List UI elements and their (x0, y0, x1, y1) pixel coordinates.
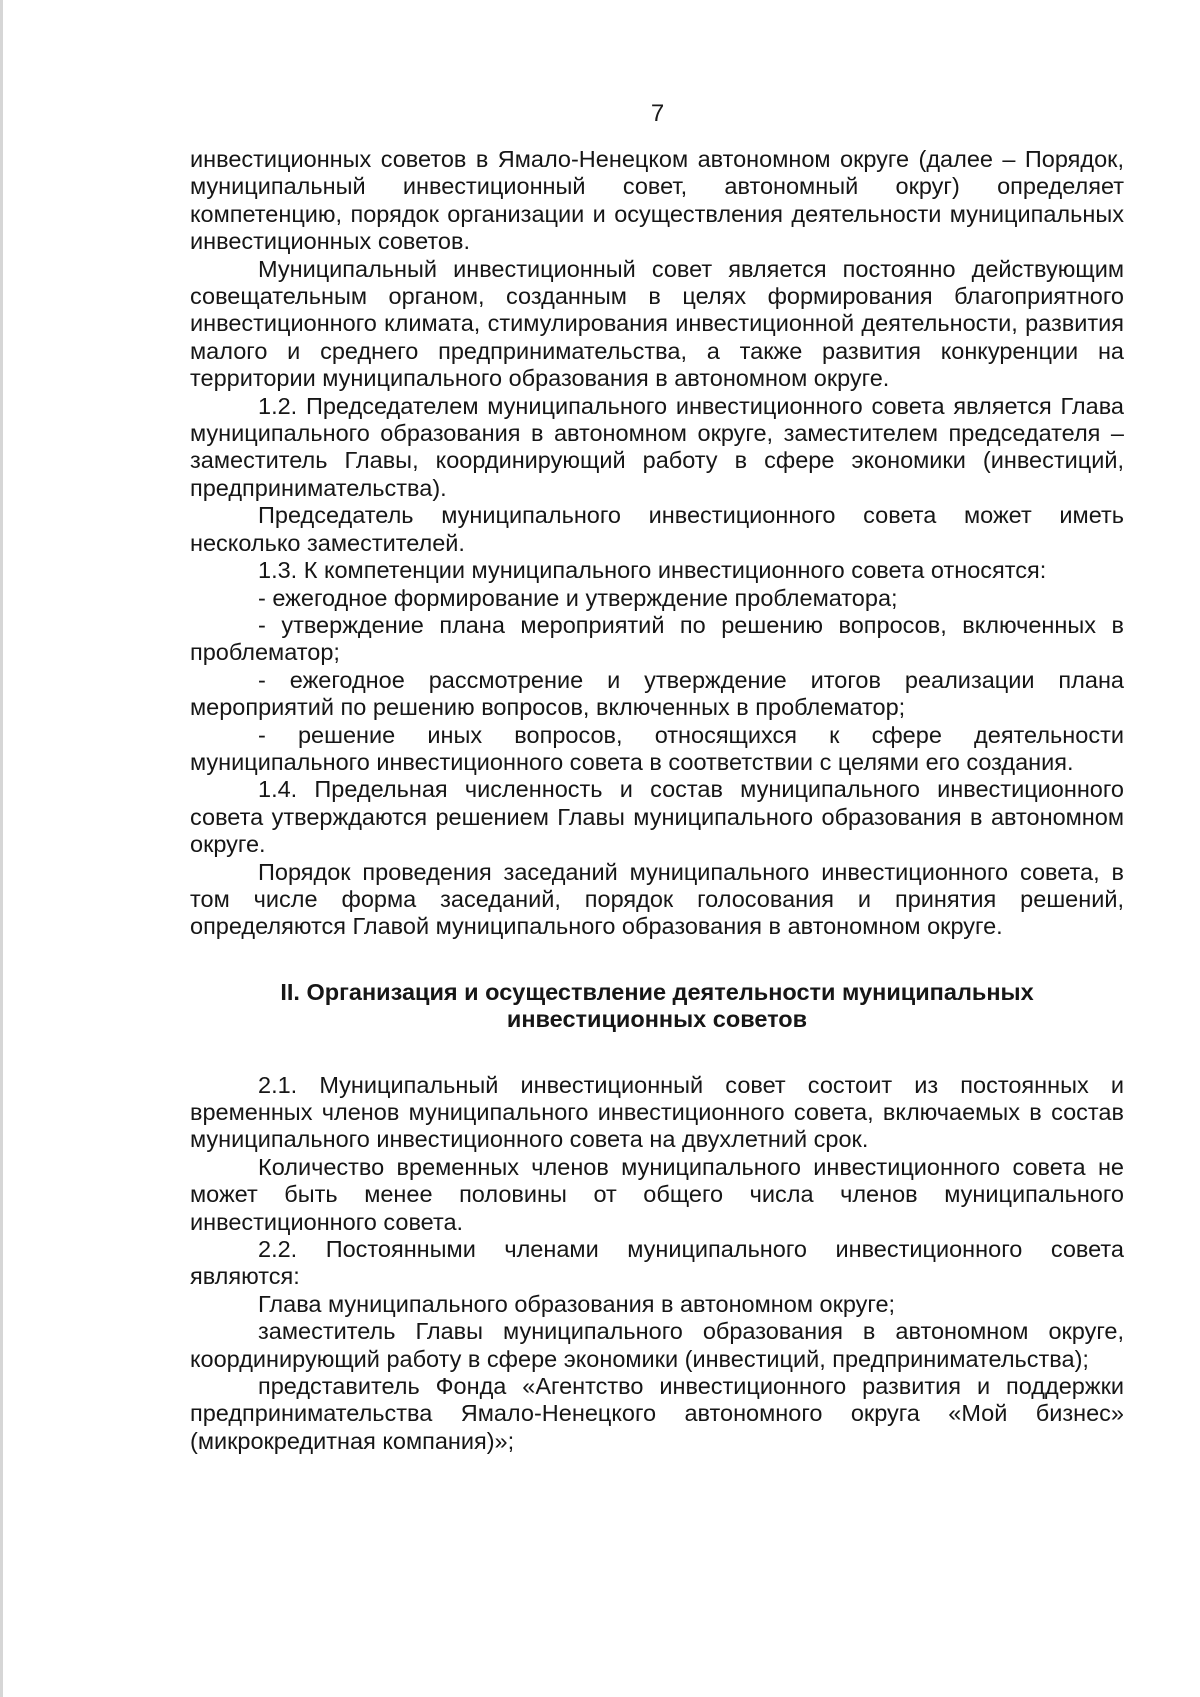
page-number: 7 (650, 100, 665, 127)
list-item: - решение иных вопросов, относящихся к сфере деятельности муниципального инвестиционного совета в соответствии с целями его создания. (190, 721, 1124, 775)
paragraph: Порядок проведения заседаний муниципального инвестиционного совета, в том числе форма заседаний, порядок голосования и принятия решений, определяются Главой муниципального образования в автономном округе. (190, 858, 1124, 940)
paragraph: 2.1. Муниципальный инвестиционный совет состоит из постоянных и временных членов муниципального инвестиционного совета, включаемых в состав муниципального инвестиционного совета на двухлетний срок. (190, 1071, 1124, 1153)
list-item: представитель Фонда «Агентство инвестиционного развития и поддержки предпринимательства Ямало-Ненецкого автономного округа «Мой бизнес» (микрокредитная компания)»; (190, 1373, 1124, 1454)
section-heading: II. Организация и осуществление деятельности муниципальных инвестиционных советов (280, 978, 1034, 1033)
paragraph: Муниципальный инвестиционный совет является постоянно действующим совещательным органом, созданным в целях формирования благоприятного инвестиционного климата, стимулирования инвестиционной деятельности, развития малого и среднего предпринимательства, а также развития конкуренции на территории муниципального образования в автономном округе. (190, 255, 1124, 392)
paragraph: инвестиционных советов в Ямало-Ненецком автономном округе (далее – Порядок, муниципальный инвестиционный совет, автономный округ) определяет компетенцию, порядок организации и осуществления деятельности муниципальных инвестиционных советов. (190, 146, 1124, 255)
list-item: - утверждение плана мероприятий по решению вопросов, включенных в проблематор; (190, 611, 1124, 666)
paragraph: 1.2. Председателем муниципального инвестиционного совета является Глава муниципального образования в автономном округе, заместителем председателя – заместитель Главы, координирующий работу в сфере экономики (инвестиций, предпринимательства). (190, 392, 1124, 501)
paragraph: 1.4. Предельная численность и состав муниципального инвестиционного совета утверждаются решением Главы муниципального образования в автономном округе. (190, 776, 1124, 858)
document-body (190, 146, 1124, 1455)
list-item: заместитель Главы муниципального образования в автономном округе, координирующий работу в сфере экономики (инвестиций, предпринимательства); (190, 1318, 1124, 1372)
paragraph: 1.3. К компетенции муниципального инвестиционного совета относятся: (258, 557, 1047, 584)
list-item: - ежегодное формирование и утверждение проблематора; (258, 584, 898, 611)
paragraph: Председатель муниципального инвестиционного совета может иметь несколько заместителей. (190, 502, 1124, 556)
paragraph: Количество временных членов муниципального инвестиционного совета не может быть менее половины от общего числа членов муниципального инвестиционного совета. (190, 1153, 1124, 1235)
list-item: Глава муниципального образования в автономном округе; (258, 1290, 896, 1317)
list-item: - ежегодное рассмотрение и утверждение итогов реализации плана мероприятий по решению вопросов, включенных в проблематор; (190, 666, 1124, 721)
page-edge (0, 0, 3, 1697)
paragraph: 2.2. Постоянными членами муниципального инвестиционного совета являются: (190, 1236, 1124, 1290)
